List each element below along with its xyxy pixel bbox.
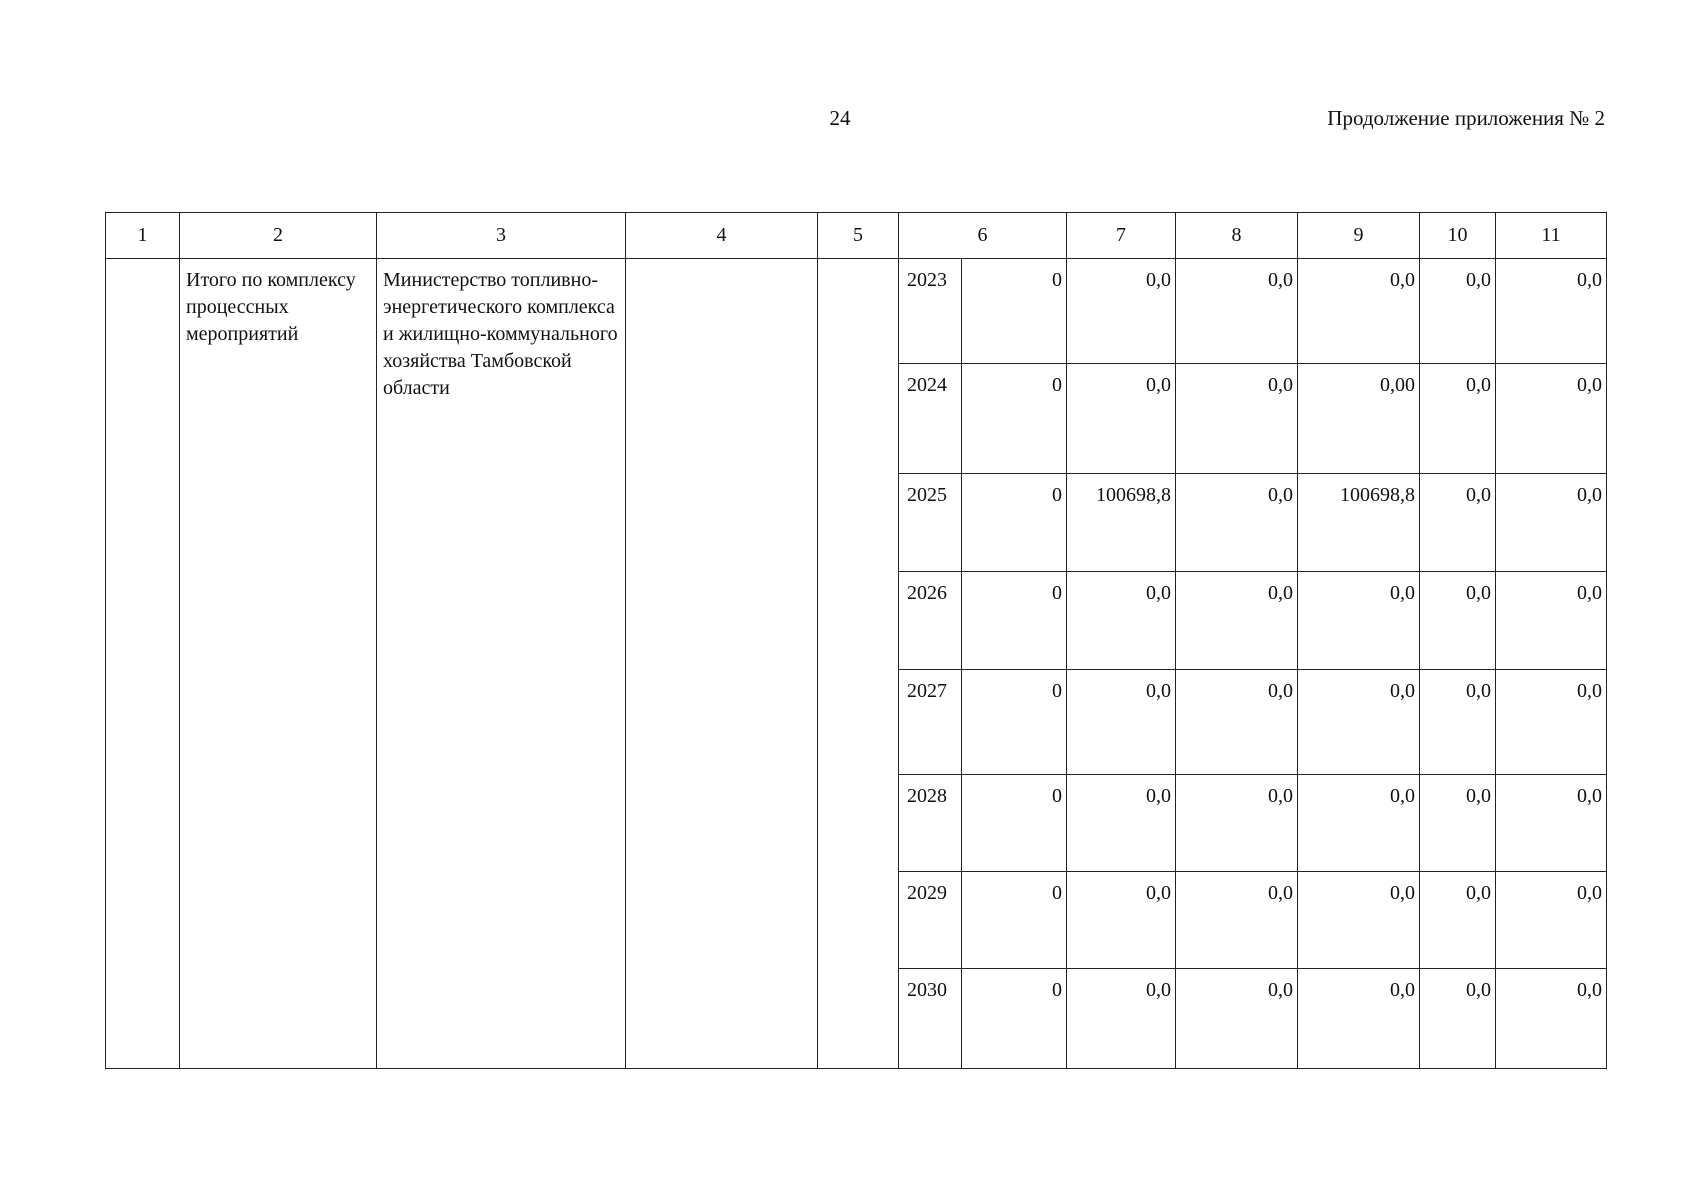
value-cell: 0,0 xyxy=(1176,474,1298,572)
value-cell: 0,0 xyxy=(1298,259,1420,364)
column-header-7: 7 xyxy=(1067,213,1176,259)
table-row xyxy=(106,259,1607,364)
responsible-executor-cell: Министерство топливно-энергетического комплекса и жилищно-коммунального хозяйства Тамбовской области xyxy=(377,259,626,1069)
column-header-10: 10 xyxy=(1420,213,1496,259)
value-cell: 0,0 xyxy=(1067,572,1176,670)
value-cell: 0,0 xyxy=(1067,364,1176,474)
year-cell: 2026 xyxy=(899,572,962,670)
value-cell: 0 xyxy=(962,969,1067,1069)
value-cell: 0,0 xyxy=(1176,572,1298,670)
row-number-cell xyxy=(106,259,180,1069)
value-cell: 0,0 xyxy=(1420,872,1496,969)
value-cell: 0 xyxy=(962,364,1067,474)
value-cell: 0,0 xyxy=(1067,670,1176,775)
column-5-cell xyxy=(818,259,899,1069)
column-header-1: 1 xyxy=(106,213,180,259)
value-cell: 0,0 xyxy=(1176,670,1298,775)
column-header-2: 2 xyxy=(180,213,377,259)
column-header-4: 4 xyxy=(626,213,818,259)
value-cell: 0,0 xyxy=(1496,474,1607,572)
value-cell: 0,0 xyxy=(1067,872,1176,969)
financing-table xyxy=(105,212,1607,1069)
value-cell: 0,0 xyxy=(1496,259,1607,364)
value-cell: 0,0 xyxy=(1496,670,1607,775)
year-cell: 2028 xyxy=(899,775,962,872)
value-cell: 0,00 xyxy=(1298,364,1420,474)
page-number: 24 xyxy=(829,106,851,130)
value-cell: 0,0 xyxy=(1420,474,1496,572)
year-cell: 2023 xyxy=(899,259,962,364)
value-cell: 0,0 xyxy=(1496,572,1607,670)
value-cell: 0,0 xyxy=(1496,969,1607,1069)
column-4-cell xyxy=(626,259,818,1069)
value-cell: 0,0 xyxy=(1176,872,1298,969)
column-number-row xyxy=(106,213,1607,259)
value-cell: 0,0 xyxy=(1176,259,1298,364)
column-header-8: 8 xyxy=(1176,213,1298,259)
column-header-9: 9 xyxy=(1298,213,1420,259)
column-header-5: 5 xyxy=(818,213,899,259)
value-cell: 0,0 xyxy=(1298,969,1420,1069)
value-cell: 0,0 xyxy=(1420,775,1496,872)
value-cell: 0,0 xyxy=(1176,969,1298,1069)
value-cell: 0,0 xyxy=(1067,775,1176,872)
value-cell: 0 xyxy=(962,572,1067,670)
value-cell: 0,0 xyxy=(1067,969,1176,1069)
value-cell: 0,0 xyxy=(1496,364,1607,474)
value-cell: 0 xyxy=(962,259,1067,364)
column-header-3: 3 xyxy=(377,213,626,259)
value-cell: 0,0 xyxy=(1176,775,1298,872)
value-cell: 0 xyxy=(962,872,1067,969)
value-cell: 0,0 xyxy=(1496,775,1607,872)
value-cell: 0 xyxy=(962,474,1067,572)
value-cell: 0,0 xyxy=(1176,364,1298,474)
year-cell: 2025 xyxy=(899,474,962,572)
column-header-11: 11 xyxy=(1496,213,1607,259)
year-cell: 2030 xyxy=(899,969,962,1069)
measure-name-cell: Итого по комплексу процессных мероприятий xyxy=(180,259,377,1069)
value-cell: 0,0 xyxy=(1420,572,1496,670)
value-cell: 100698,8 xyxy=(1298,474,1420,572)
appendix-label: Продолжение приложения № 2 xyxy=(1327,106,1605,130)
value-cell: 0 xyxy=(962,670,1067,775)
value-cell: 0,0 xyxy=(1298,670,1420,775)
value-cell: 0,0 xyxy=(1298,775,1420,872)
value-cell: 0 xyxy=(962,775,1067,872)
column-header-6: 6 xyxy=(899,213,1067,259)
value-cell: 0,0 xyxy=(1420,670,1496,775)
value-cell: 0,0 xyxy=(1420,259,1496,364)
value-cell: 100698,8 xyxy=(1067,474,1176,572)
year-cell: 2029 xyxy=(899,872,962,969)
value-cell: 0,0 xyxy=(1067,259,1176,364)
value-cell: 0,0 xyxy=(1420,969,1496,1069)
value-cell: 0,0 xyxy=(1298,572,1420,670)
year-cell: 2024 xyxy=(899,364,962,474)
value-cell: 0,0 xyxy=(1298,872,1420,969)
value-cell: 0,0 xyxy=(1420,364,1496,474)
value-cell: 0,0 xyxy=(1496,872,1607,969)
year-cell: 2027 xyxy=(899,670,962,775)
